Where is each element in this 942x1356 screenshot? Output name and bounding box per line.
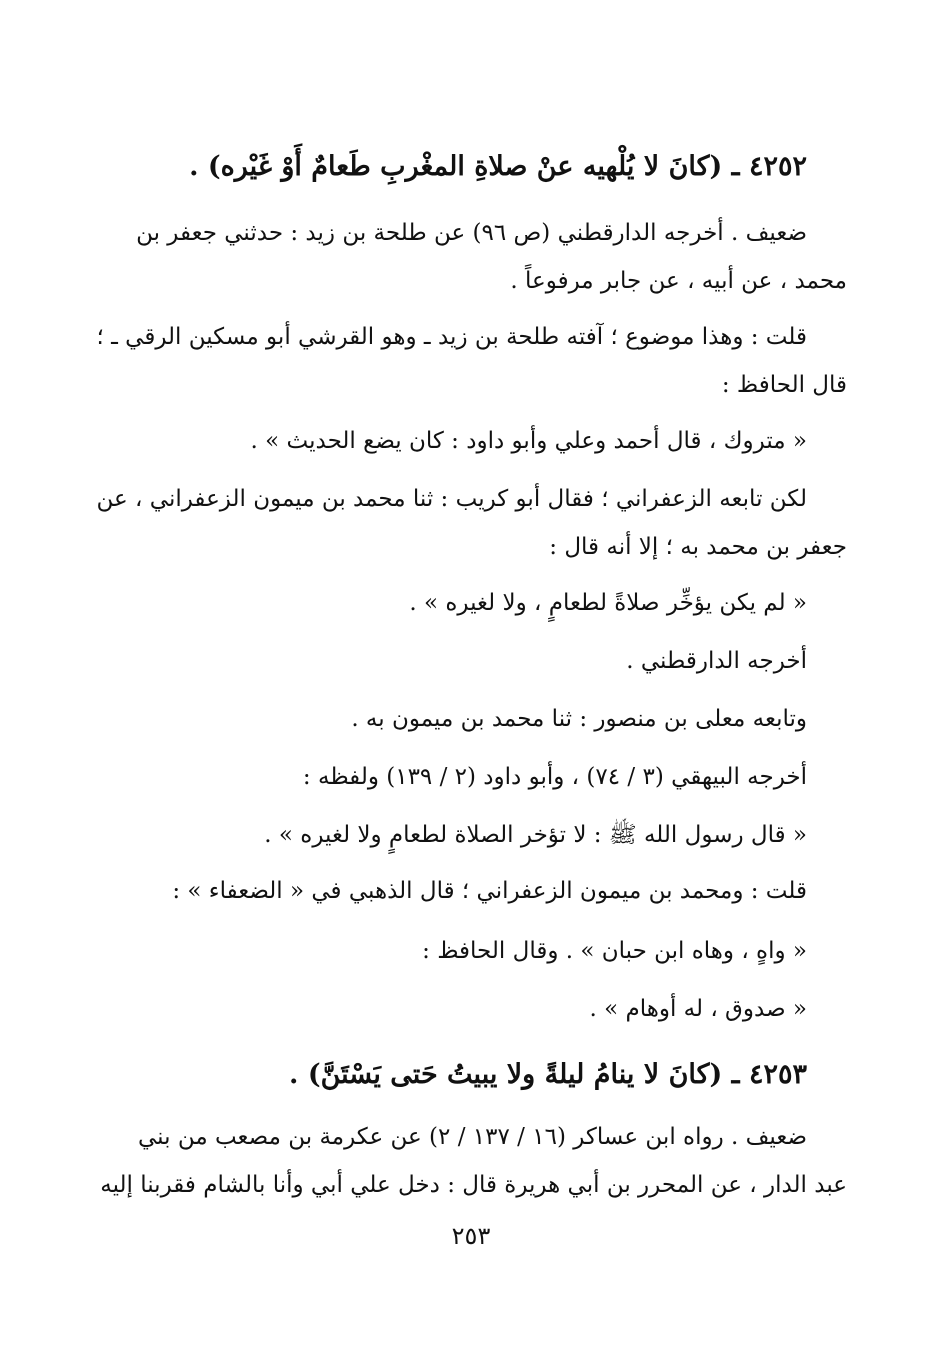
hadith-4252-line-6: لكن تابعه الزعفراني ؛ فقال أبو كريب : ثنا محمد بن ميمون الزعفراني ، عن [96, 486, 807, 512]
hadith-4252-line-12: « قال رسول الله ﷺ : لا تؤخر الصلاة لطعامٍ ولا لغيره » . [264, 822, 807, 848]
hadith-4252-line-9: أخرجه الدارقطني . [626, 648, 807, 674]
hadith-4252-heading: ٤٢٥٢ ـ (كانَ لا يُلْهيه عنْ صلاةِ المغْربِ طَعامٌ أَوْ غَيْره) . [189, 151, 807, 182]
hadith-4253-heading: ٤٢٥٣ ـ (كانَ لا ينامُ ليلةً ولا يبيتُ حَتى يَسْتَنَّ) . [289, 1059, 807, 1090]
hadith-4252-line-7: جعفر بن محمد به ؛ إلا أنه قال : [549, 534, 847, 560]
hadith-4252-line-10: وتابعه معلى بن منصور : ثنا محمد بن ميمون به . [351, 706, 807, 732]
page-number: ٢٥٣ [451, 1222, 491, 1250]
hadith-4252-line-14: « واهٍ ، وهاه ابن حبان » . وقال الحافظ : [422, 938, 807, 964]
hadith-4253-line-2: عبد الدار ، عن المحرر بن أبي هريرة قال : دخل علي أبي وأنا بالشام فقربنا إليه [100, 1172, 847, 1198]
hadith-4252-line-13: قلت : ومحمد بن ميمون الزعفراني ؛ قال الذهبي في « الضعفاء » : [172, 878, 807, 904]
hadith-4252-line-4: قال الحافظ : [721, 372, 847, 398]
hadith-4252-line-5: « متروك ، قال أحمد وعلي وأبو داود : كان يضع الحديث » . [250, 428, 807, 454]
hadith-4252-line-15: « صدوق ، له أوهام » . [589, 996, 807, 1022]
hadith-4252-line-1: ضعيف . أخرجه الدارقطني (ص ٩٦) عن طلحة بن زيد : حدثني جعفر بن [136, 220, 807, 246]
hadith-4252-line-8: « لم يكن يؤخِّر صلاةً لطعامٍ ، ولا لغيره » . [409, 590, 807, 616]
hadith-4253-line-1: ضعيف . رواه ابن عساكر (١٦ / ١٣٧ / ٢) عن عكرمة بن مصعب من بني [138, 1124, 807, 1150]
hadith-4252-line-11: أخرجه البيهقي (٣ / ٧٤) ، وأبو داود (٢ / ١٣٩) ولفظه : [302, 764, 807, 790]
hadith-4252-line-3: قلت : وهذا موضوع ؛ آفته طلحة بن زيد ـ وهو القرشي أبو مسكين الرقي ـ ؛ [96, 324, 807, 350]
hadith-4252-line-2: محمد ، عن أبيه ، عن جابر مرفوعاً . [510, 268, 847, 294]
